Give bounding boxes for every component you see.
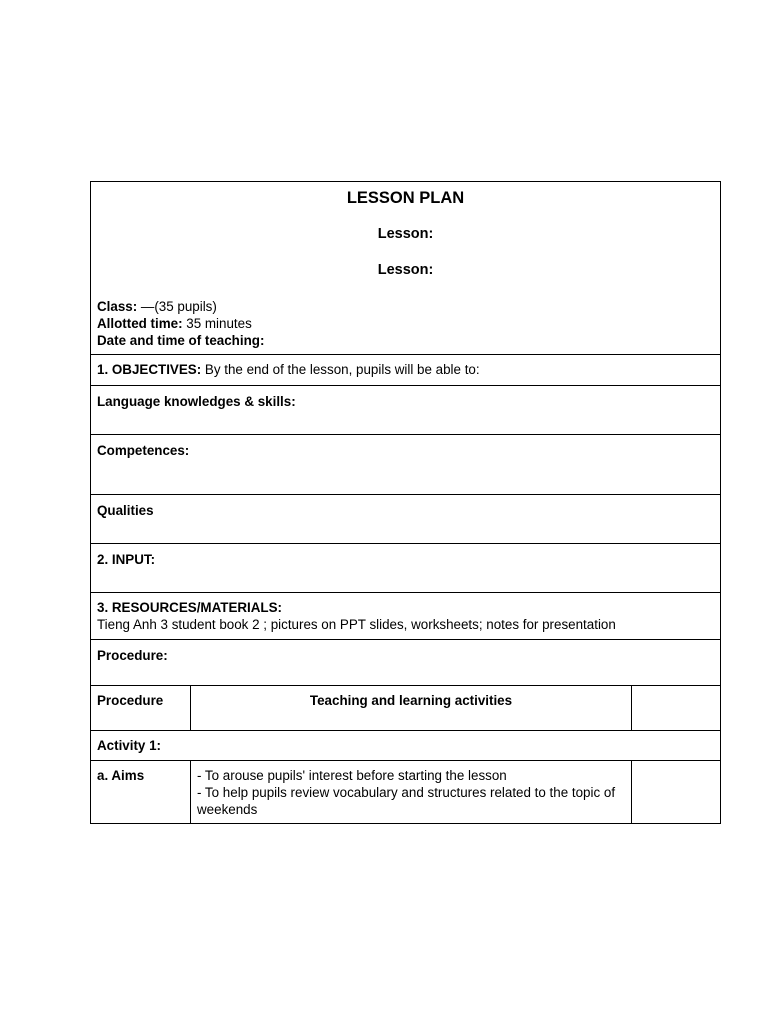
input-cell <box>91 544 721 593</box>
objectives-label: 1. OBJECTIVES: <box>97 362 202 377</box>
allotted-time-line <box>97 315 714 332</box>
qualities-cell <box>91 495 721 544</box>
aims-label: a. Aims <box>97 768 145 783</box>
input-label: 2. INPUT: <box>97 552 156 567</box>
document-title: LESSON PLAN <box>346 189 465 207</box>
competences-label: Competences: <box>97 443 190 458</box>
allotted-time-label: Allotted time: <box>97 316 183 331</box>
lesson-heading-2: Lesson: <box>377 262 434 278</box>
class-value: —(35 pupils) <box>137 299 217 314</box>
aims-content-cell <box>191 761 632 824</box>
qualities-label: Qualities <box>97 503 154 518</box>
procedure-heading-cell <box>91 640 721 686</box>
activity-label: Activity 1: <box>97 738 161 753</box>
class-line <box>97 298 714 315</box>
qualities-row <box>91 495 721 544</box>
resources-cell <box>91 593 721 640</box>
resources-label: 3. RESOURCES/MATERIALS: <box>97 600 283 615</box>
aims-line-2: - To help pupils review vocabulary and structures related to the topic of weekends <box>197 785 616 817</box>
lesson-heading-1: Lesson: <box>377 226 434 242</box>
procedure-label: Procedure: <box>97 648 168 663</box>
language-label: Language knowledges & skills: <box>97 394 296 409</box>
objectives-cell <box>91 355 721 386</box>
activity-cell <box>91 731 721 761</box>
competences-cell <box>91 435 721 495</box>
aims-line-1: - To arouse pupils' interest before starting the lesson <box>197 768 507 783</box>
header-row <box>91 182 721 355</box>
header-cell <box>91 182 721 355</box>
activities-column-header: Teaching and learning activities <box>191 686 632 731</box>
language-row <box>91 386 721 435</box>
procedure-columns-row <box>91 686 721 731</box>
class-info <box>97 298 714 349</box>
aims-empty-cell <box>632 761 721 824</box>
activity-row <box>91 731 721 761</box>
objectives-text: By the end of the lesson, pupils will be able to: <box>201 362 480 377</box>
empty-column-header <box>632 686 721 731</box>
input-row <box>91 544 721 593</box>
aims-label-cell <box>91 761 191 824</box>
aims-row <box>91 761 721 824</box>
objectives-row <box>91 355 721 386</box>
procedure-column-header: Procedure <box>91 686 191 731</box>
competences-row <box>91 435 721 495</box>
allotted-time-value: 35 minutes <box>182 316 252 331</box>
resources-row <box>91 593 721 640</box>
lesson-plan-document <box>90 181 720 824</box>
class-label: Class: <box>97 299 138 314</box>
date-time-label: Date and time of teaching: <box>97 333 265 348</box>
date-time-line <box>97 332 714 349</box>
procedure-heading-row <box>91 640 721 686</box>
language-cell <box>91 386 721 435</box>
lesson-plan-table <box>90 181 721 824</box>
resources-text: Tieng Anh 3 student book 2 ; pictures on PPT slides, worksheets; notes for presentation <box>97 617 616 632</box>
